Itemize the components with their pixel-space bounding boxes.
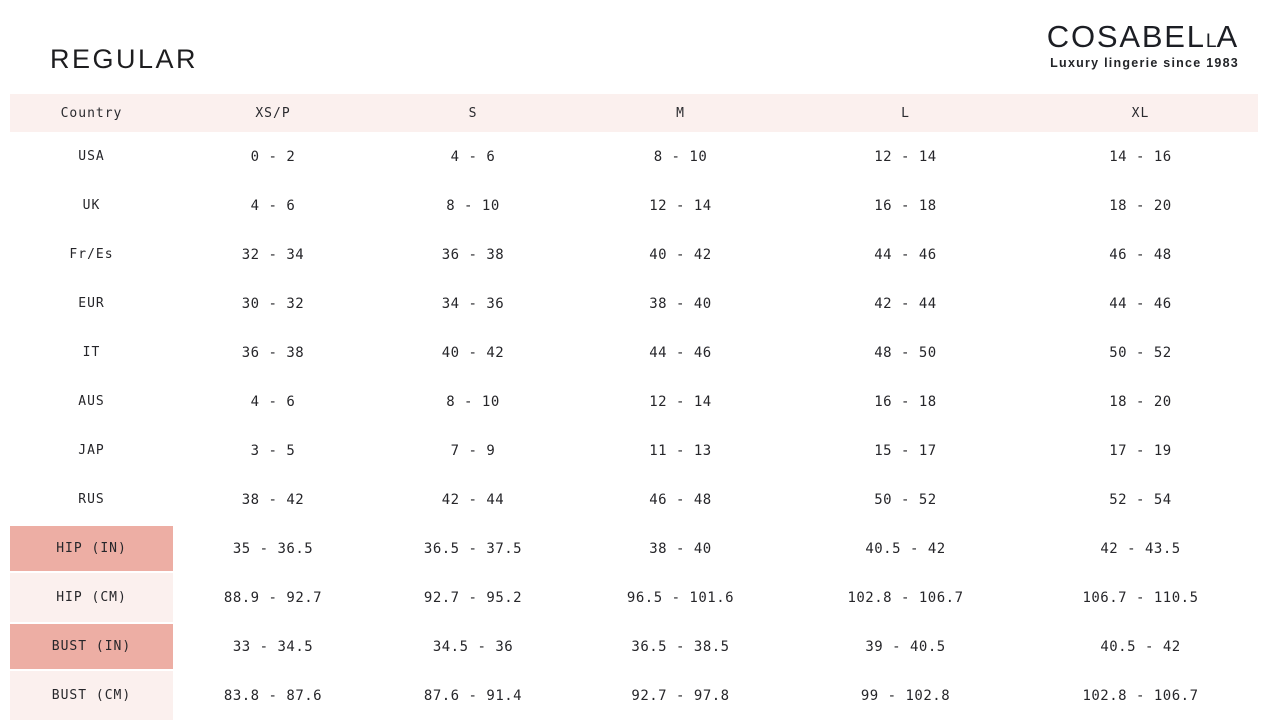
size-value: 38 - 40 [649, 540, 712, 557]
table-row-bust-cm [10, 671, 1258, 720]
size-value: 36.5 - 38.5 [631, 638, 730, 655]
size-value: 4 - 6 [450, 148, 496, 165]
size-value: 42 - 43.5 [1100, 540, 1181, 557]
page-title: REGULAR [50, 44, 199, 74]
table-row-hip-in [10, 524, 1258, 573]
size-value: 96.5 - 101.6 [626, 589, 735, 606]
size-value: 32 - 34 [241, 246, 305, 263]
size-value: 4 - 6 [250, 393, 296, 410]
row-label: BUST (CM) [10, 671, 173, 720]
size-value: 102.8 - 106.7 [1082, 687, 1199, 704]
column-header-m: M [676, 105, 685, 121]
row-label: JAP [78, 443, 105, 458]
row-label: HIP (CM) [10, 573, 173, 622]
size-value: 36.5 - 37.5 [423, 540, 523, 557]
size-value: 34 - 36 [441, 295, 505, 312]
row-label: Fr/Es [69, 247, 114, 262]
logo-wordmark [1047, 21, 1239, 52]
size-value: 83.8 - 87.6 [223, 687, 323, 704]
size-value: 30 - 32 [241, 295, 305, 312]
size-value: 40 - 42 [441, 344, 505, 361]
size-value: 18 - 20 [1109, 197, 1172, 214]
table-row-eur [10, 279, 1258, 328]
row-label: AUS [78, 394, 105, 409]
size-value: 36 - 38 [441, 246, 505, 263]
size-value: 16 - 18 [874, 197, 937, 214]
size-value: 38 - 40 [649, 295, 712, 312]
logo-tagline: Luxury lingerie since 1983 [1050, 56, 1239, 70]
size-value: 44 - 46 [874, 246, 937, 263]
logo-segment-small-l: L [1205, 31, 1217, 52]
row-label: EUR [78, 296, 105, 311]
row-label: RUS [78, 492, 105, 507]
size-value: 52 - 54 [1109, 491, 1172, 508]
size-value: 50 - 52 [874, 491, 937, 508]
table-body [10, 132, 1258, 720]
row-label: HIP (IN) [10, 524, 173, 573]
size-value: 40.5 - 42 [1100, 638, 1181, 655]
size-value: 92.7 - 95.2 [423, 589, 523, 606]
row-label: USA [78, 149, 105, 164]
size-value: 15 - 17 [874, 442, 937, 459]
size-value: 18 - 20 [1109, 393, 1172, 410]
size-value: 46 - 48 [1109, 246, 1172, 263]
size-value: 40.5 - 42 [865, 540, 946, 557]
size-value: 17 - 19 [1109, 442, 1172, 459]
size-value: 7 - 9 [450, 442, 496, 459]
size-value: 99 - 102.8 [860, 687, 951, 704]
cosabella-logo [1047, 21, 1239, 70]
size-value: 33 - 34.5 [232, 638, 314, 655]
row-label: UK [82, 198, 101, 213]
column-header-l: L [901, 105, 910, 121]
size-value: 48 - 50 [874, 344, 937, 361]
size-value: 40 - 42 [649, 246, 712, 263]
size-value: 14 - 16 [1109, 148, 1172, 165]
table-row-aus [10, 377, 1258, 426]
size-value: 39 - 40.5 [865, 638, 946, 655]
size-value: 42 - 44 [874, 295, 937, 312]
size-value: 92.7 - 97.8 [631, 687, 730, 704]
size-value: 36 - 38 [241, 344, 305, 361]
size-value: 34.5 - 36 [432, 638, 514, 655]
size-value: 3 - 5 [250, 442, 296, 459]
table-header-row [10, 94, 1258, 132]
size-value: 12 - 14 [649, 393, 712, 410]
size-value: 46 - 48 [649, 491, 712, 508]
size-value: 42 - 44 [441, 491, 505, 508]
size-chart-table [10, 94, 1258, 720]
column-header-xs-p: XS/P [255, 105, 291, 121]
size-value: 16 - 18 [874, 393, 937, 410]
size-value: 106.7 - 110.5 [1082, 589, 1199, 606]
table-row-jap [10, 426, 1258, 475]
table-row-fr-es [10, 230, 1258, 279]
table-row-it [10, 328, 1258, 377]
size-value: 8 - 10 [653, 148, 708, 165]
size-value: 0 - 2 [250, 148, 296, 165]
size-value: 8 - 10 [446, 393, 500, 410]
table-row-uk [10, 181, 1258, 230]
size-value: 44 - 46 [649, 344, 712, 361]
size-value: 12 - 14 [874, 148, 937, 165]
row-label: IT [82, 345, 101, 360]
row-label: BUST (IN) [10, 622, 173, 671]
column-header-s: S [468, 105, 478, 121]
size-value: 12 - 14 [649, 197, 712, 214]
table-row-usa [10, 132, 1258, 181]
size-value: 102.8 - 106.7 [847, 589, 964, 606]
size-value: 11 - 13 [649, 442, 712, 459]
size-value: 4 - 6 [250, 197, 296, 214]
table-row-rus [10, 475, 1258, 524]
size-value: 44 - 46 [1109, 295, 1172, 312]
size-value: 50 - 52 [1109, 344, 1172, 361]
table-row-bust-in [10, 622, 1258, 671]
logo-segment-1: COSABEL [1046, 19, 1206, 54]
size-value: 38 - 42 [241, 491, 305, 508]
size-value: 8 - 10 [446, 197, 500, 214]
size-value: 87.6 - 91.4 [423, 687, 523, 704]
column-header-country: Country [60, 105, 123, 121]
column-header-xl: XL [1131, 105, 1150, 121]
table-row-hip-cm [10, 573, 1258, 622]
logo-segment-3: A [1216, 19, 1239, 54]
size-value: 35 - 36.5 [232, 540, 314, 557]
size-value: 88.9 - 92.7 [223, 589, 323, 606]
